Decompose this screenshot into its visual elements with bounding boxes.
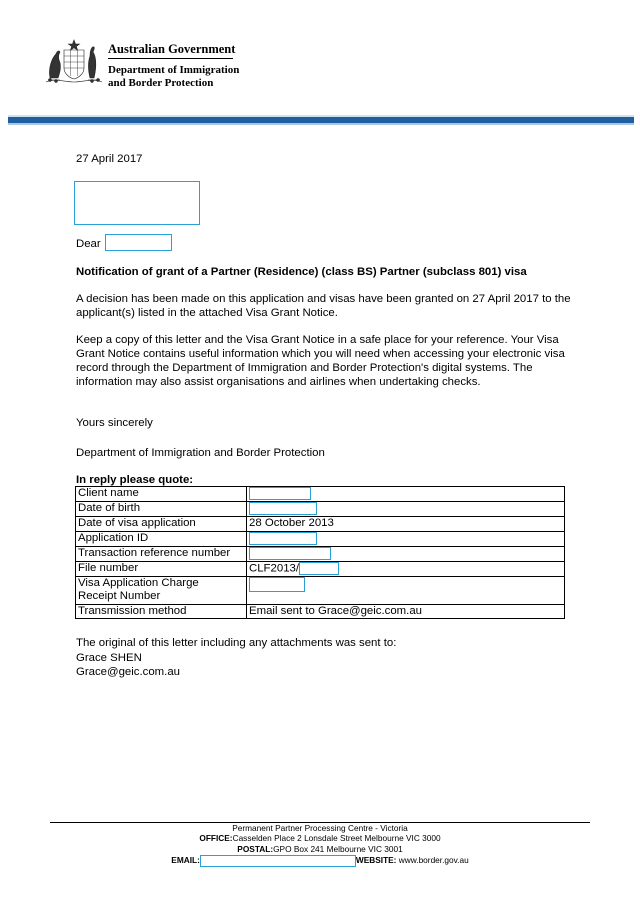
table-row xyxy=(76,531,565,546)
reference-table xyxy=(75,486,565,619)
office-address: Casselden Place 2 Lonsdale Street Melbourne VIC 3000 xyxy=(232,833,441,843)
redacted-application-id xyxy=(249,532,317,545)
redacted-client-name xyxy=(249,487,311,500)
department-line-2: and Border Protection xyxy=(108,76,214,89)
sent-to-name: Grace SHEN xyxy=(76,652,142,664)
table-row xyxy=(76,502,565,517)
redacted-file-number xyxy=(299,562,339,575)
footer-office xyxy=(0,833,640,843)
row-value xyxy=(247,546,565,561)
salutation xyxy=(76,237,101,251)
row-label: Application ID xyxy=(76,531,247,546)
row-value xyxy=(247,487,565,502)
row-label: Client name xyxy=(76,487,247,502)
header-divider xyxy=(108,58,233,59)
government-name: Australian Government xyxy=(108,42,236,56)
table-row xyxy=(76,561,565,576)
row-label: File number xyxy=(76,561,247,576)
sent-to-email: Grace@geic.com.au xyxy=(76,666,180,678)
redacted-receipt-number xyxy=(249,577,305,592)
table-row xyxy=(76,517,565,532)
row-value xyxy=(247,561,565,576)
salutation-text: Dear xyxy=(76,238,101,250)
redacted-address xyxy=(74,181,200,225)
department-line-1: Department of Immigration xyxy=(108,64,240,76)
row-value xyxy=(247,531,565,546)
website-label: WEBSITE: xyxy=(355,855,397,866)
paragraph-keep-copy: Keep a copy of this letter and the Visa Grant Notice in a safe place for your reference. Your Visa Grant Notice contains useful information which you will need when accessing your electronic visa record through the Department of Immigration and Border Protection's digital systems. The information may also assist organisations and airlines when undertaking checks. xyxy=(76,334,565,388)
row-label xyxy=(76,576,247,604)
website-url: www.border.gov.au xyxy=(398,855,469,866)
row-value xyxy=(247,502,565,517)
postal-label: POSTAL: xyxy=(237,844,274,854)
row-label: Date of visa application xyxy=(76,517,247,532)
redacted-transaction-reference xyxy=(249,547,331,560)
row-value: 28 October 2013 xyxy=(247,517,565,532)
email-label: EMAIL: xyxy=(171,855,200,866)
footer-email-website xyxy=(0,855,640,867)
row-value: Email sent to Grace@geic.com.au xyxy=(247,604,565,619)
quote-heading: In reply please quote: xyxy=(76,474,194,486)
table-row xyxy=(76,546,565,561)
sent-to-intro: The original of this letter including any attachments was sent to: xyxy=(76,637,397,649)
table-row xyxy=(76,604,565,619)
footer-postal xyxy=(0,844,640,854)
row-label: Date of birth xyxy=(76,502,247,517)
footer-centre: Permanent Partner Processing Centre - Victoria xyxy=(232,823,408,833)
closing: Yours sincerely xyxy=(76,417,153,429)
paragraph-decision: A decision has been made on this application and visas have been granted on 27 April 2017 to the applicant(s) listed in the attached Visa Grant Notice. xyxy=(76,293,571,319)
letter-date: 27 April 2017 xyxy=(76,153,143,165)
redacted-date-of-birth xyxy=(249,502,317,515)
header-band xyxy=(8,115,634,125)
row-label-line-2: Receipt Number xyxy=(78,590,161,603)
office-label: OFFICE: xyxy=(199,833,233,843)
table-row xyxy=(76,576,565,604)
row-label: Transaction reference number xyxy=(76,546,247,561)
file-number-prefix: CLF2013/ xyxy=(249,562,300,575)
department-name xyxy=(108,64,239,89)
row-value xyxy=(247,576,565,604)
signature: Department of Immigration and Border Protection xyxy=(76,447,325,459)
row-label: Transmission method xyxy=(76,604,247,619)
table-row xyxy=(76,487,565,502)
postal-address: GPO Box 241 Melbourne VIC 3001 xyxy=(273,844,403,854)
redacted-recipient-name xyxy=(105,234,172,251)
redacted-email xyxy=(200,855,356,867)
letter-subject: Notification of grant of a Partner (Residence) (class BS) Partner (subclass 801) visa xyxy=(76,266,527,278)
coat-of-arms-icon xyxy=(44,38,104,84)
row-label-line-1: Visa Application Charge xyxy=(78,576,199,589)
